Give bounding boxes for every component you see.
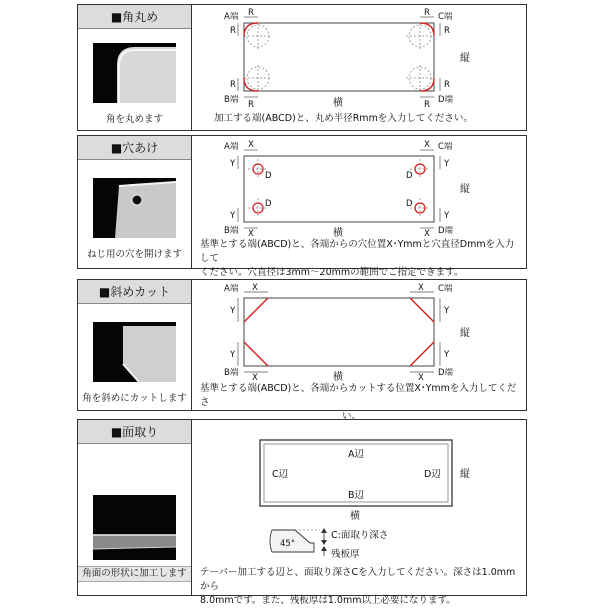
- label-x: X: [252, 373, 258, 383]
- section-title: ■角丸め: [78, 5, 191, 29]
- section-corner-rounding: [77, 4, 527, 131]
- label-d-end: D端: [438, 368, 454, 378]
- label-tate: 縦: [460, 469, 470, 480]
- label-y: Y: [444, 306, 450, 316]
- label-b-end: B端: [224, 368, 239, 378]
- label-r: R: [444, 26, 450, 36]
- label-a-end: A端: [224, 284, 239, 294]
- description-line: い。: [342, 411, 362, 422]
- section-diagonal-cut: [77, 279, 527, 422]
- label-a-end: A端: [224, 12, 239, 22]
- label-y: Y: [444, 211, 450, 221]
- rounded-corner-image: [93, 43, 176, 103]
- section-left-panel: [78, 280, 192, 410]
- label-r: R: [424, 8, 430, 18]
- label-yoko: 横: [350, 511, 360, 522]
- label-tate: 縦: [460, 184, 470, 195]
- label-y: Y: [230, 306, 236, 316]
- label-tate: 縦: [460, 53, 470, 64]
- section-left-panel: [78, 136, 192, 268]
- label-yoko: 横: [333, 228, 343, 239]
- hole-image: [93, 178, 176, 238]
- label-r: R: [248, 100, 254, 110]
- label-diameter: D: [265, 199, 272, 209]
- section-right-panel: [192, 280, 526, 422]
- label-x: X: [252, 283, 258, 293]
- rounded-corner-photo: [93, 43, 176, 103]
- label-c-end: C端: [438, 142, 453, 152]
- label-b-end: B端: [224, 95, 239, 105]
- section-right-panel: [192, 136, 526, 278]
- chamfer-image: [93, 495, 176, 560]
- section-left-panel: [78, 5, 192, 130]
- section-description: [200, 382, 518, 424]
- label-b-side: B辺: [348, 490, 365, 501]
- label-x: X: [248, 140, 254, 150]
- label-b-end: B端: [224, 226, 239, 236]
- label-c-end: C端: [438, 12, 453, 22]
- hole-photo: [93, 178, 176, 238]
- diagonal-cut-image: [93, 322, 176, 382]
- corner-rounding-diagram: [192, 5, 526, 110]
- section-right-panel: [192, 5, 526, 130]
- chamfer-photo: [93, 495, 176, 560]
- chamfering-diagram: [192, 420, 526, 570]
- label-y: Y: [230, 211, 236, 221]
- label-yoko: 横: [333, 372, 343, 383]
- hole-drilling-diagram: [192, 136, 526, 239]
- section-hole-drilling: [77, 135, 527, 278]
- label-diameter: D: [265, 171, 272, 181]
- section-left-panel: [78, 420, 192, 595]
- section-title: ■斜めカット: [78, 280, 191, 304]
- section-right-panel: [192, 420, 526, 606]
- label-tate: 縦: [460, 328, 470, 339]
- label-r: R: [424, 100, 430, 110]
- description-line: 8.0mmです。また、残板厚は1.0mm以上必要になります。: [200, 595, 456, 606]
- section-caption: ねじ用の穴を開けます: [86, 249, 182, 260]
- label-r: R: [230, 80, 236, 90]
- diagonal-cut-photo: [93, 322, 176, 382]
- label-remaining-thickness: 残板厚: [331, 549, 360, 560]
- label-angle: 45°: [280, 539, 296, 549]
- label-r: R: [248, 8, 254, 18]
- section-caption: 角を斜めにカットします: [82, 393, 187, 404]
- description-line: 基準とする端(ABCD)と、各端からの穴位置X･Ymmと穴直径Dmmを入力して: [200, 239, 515, 264]
- label-y: Y: [444, 350, 450, 360]
- label-c-side: C辺: [272, 469, 289, 480]
- label-r: R: [444, 80, 450, 90]
- description-line: テーパー加工する辺と、面取り深さCを入力してください。深さは1.0mmから: [200, 567, 516, 592]
- section-title: ■面取り: [78, 420, 191, 444]
- label-d-side: D辺: [424, 469, 441, 480]
- section-description: [200, 238, 518, 280]
- label-yoko: 横: [333, 98, 343, 109]
- label-c-end: C端: [438, 284, 453, 294]
- label-y: Y: [230, 159, 236, 169]
- diagonal-cut-diagram: [192, 280, 526, 383]
- label-x: X: [424, 229, 430, 239]
- section-title: ■穴あけ: [78, 136, 191, 160]
- description-line: 基準とする端(ABCD)と、各端からカットする位置X･Ymmを入力してくださ: [200, 383, 517, 408]
- section-description: [200, 566, 518, 608]
- label-x: X: [424, 140, 430, 150]
- label-x: X: [418, 283, 424, 293]
- label-diameter: D: [406, 171, 413, 181]
- label-a-end: A端: [224, 142, 239, 152]
- section-description: 加工する端(ABCD)と、丸め半径Rmmを入力してください。: [214, 113, 473, 124]
- section-chamfering: [77, 419, 527, 606]
- label-chamfer-depth: C:面取り深さ: [331, 530, 389, 541]
- label-a-side: A辺: [348, 449, 364, 460]
- label-y: Y: [230, 350, 236, 360]
- label-x: X: [248, 229, 254, 239]
- section-caption: 角面の形状に加工します: [78, 566, 191, 582]
- description-line: ください。穴直径は3mm～20mmの範囲でご指定できます。: [200, 267, 464, 278]
- label-y: Y: [444, 159, 450, 169]
- label-x: X: [418, 373, 424, 383]
- label-diameter: D: [406, 199, 413, 209]
- label-d-end: D端: [438, 95, 454, 105]
- processing-options-sheet: [77, 4, 527, 606]
- section-caption: 角を丸めます: [105, 114, 163, 125]
- label-r: R: [230, 26, 236, 36]
- label-d-end: D端: [438, 226, 454, 236]
